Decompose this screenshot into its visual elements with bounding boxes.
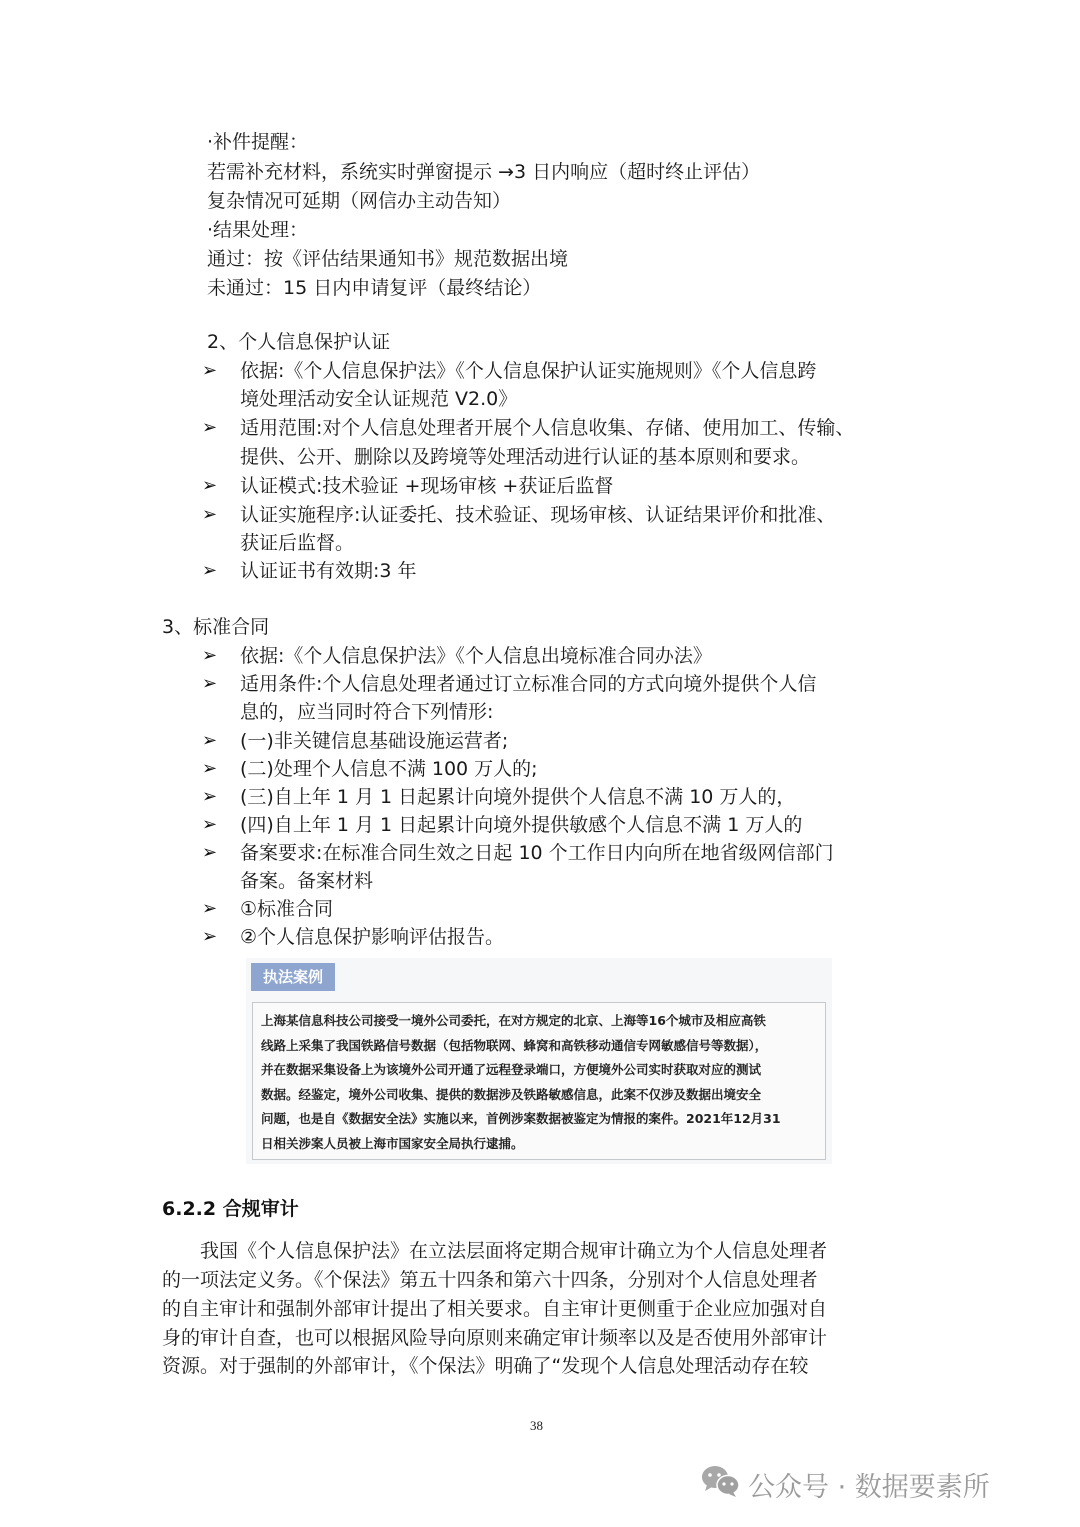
section-heading: 6.2.2 合规审计 [162, 1198, 299, 1220]
arrow-bullet-icon: ➢ [202, 475, 218, 496]
case-box [252, 1002, 826, 1160]
section-2-item: 依据:《个人信息保护法》《个人信息保护认证实施规则》《个人信息跨 [240, 360, 817, 382]
watermark-text: 公众号 · 数据要素所 [748, 1471, 990, 1503]
arrow-bullet-icon: ➢ [202, 786, 218, 807]
section-3-item: ①标准合同 [240, 898, 334, 920]
arrow-bullet-icon: ➢ [202, 730, 218, 751]
watermark [700, 1462, 990, 1506]
result-line: 未通过：15 日内申请复评（最终结论） [207, 277, 542, 299]
arrow-bullet-icon: ➢ [202, 360, 218, 381]
case-line: 数据。经鉴定，境外公司收集、提供的数据涉及铁路敏感信息，此案不仅涉及数据出境安全 [261, 1086, 762, 1102]
section-3-item: ②个人信息保护影响评估报告。 [240, 926, 505, 948]
arrow-bullet-icon: ➢ [202, 645, 218, 666]
section-2-title: 2、个人信息保护认证 [207, 331, 391, 353]
section-3-item-cont: 备案。备案材料 [240, 870, 374, 892]
section-3-item: 适用条件:个人信息处理者通过订立标准合同的方式向境外提供个人信 [240, 673, 817, 695]
section-2-item: 认证模式:技术验证 +现场审核 +获证后监督 [240, 475, 614, 497]
section-2-item: 认证证书有效期:3 年 [240, 560, 417, 582]
result-title: ·结果处理： [207, 219, 309, 241]
section-2-item-cont: 获证后监督。 [240, 532, 355, 554]
arrow-bullet-icon: ➢ [202, 926, 218, 947]
supplement-title: ·补件提醒： [207, 131, 309, 153]
arrow-bullet-icon: ➢ [202, 673, 218, 694]
case-line: 日相关涉案人员被上海市国家安全局执行逮捕。 [261, 1135, 524, 1151]
paragraph-line: 身的审计自查，也可以根据风险导向原则来确定审计频率以及是否使用外部审计 [162, 1327, 828, 1349]
arrow-bullet-icon: ➢ [202, 814, 218, 835]
arrow-bullet-icon: ➢ [202, 898, 218, 919]
arrow-bullet-icon: ➢ [202, 417, 218, 438]
section-2-item: 认证实施程序:认证委托、技术验证、现场审核、认证结果评价和批准、 [240, 504, 836, 526]
supplement-line: 复杂情况可延期（网信办主动告知） [207, 190, 512, 212]
case-line: 上海某信息科技公司接受一境外公司委托，在对方规定的北京、上海等16个城市及相应高铁 [261, 1013, 766, 1028]
paragraph-line: 的一项法定义务。《个保法》第五十四条和第六十四条，分别对个人信息处理者 [162, 1269, 818, 1291]
paragraph-line: 的自主审计和强制外部审计提出了相关要求。自主审计更侧重于企业应加强对自 [162, 1298, 828, 1320]
section-2-item-cont: 境处理活动安全认证规范 V2.0》 [240, 388, 518, 410]
section-3-item: (四)自上年 1 月 1 日起累计向境外提供敏感个人信息不满 1 万人的 [240, 814, 803, 836]
section-3-item: (三)自上年 1 月 1 日起累计向境外提供个人信息不满 10 万人的， [240, 786, 796, 808]
case-tag: 执法案例 [251, 963, 335, 991]
result-line: 通过：按《评估结果通知书》规范数据出境 [207, 248, 569, 270]
section-2-item-cont: 提供、公开、删除以及跨境等处理活动进行认证的基本原则和要求。 [240, 446, 811, 468]
section-3-item-cont: 息的，应当同时符合下列情形: [240, 701, 494, 723]
section-3-title: 3、标准合同 [162, 616, 270, 638]
section-3-item: (一)非关键信息基础设施运营者; [240, 730, 509, 752]
arrow-bullet-icon: ➢ [202, 758, 218, 779]
arrow-bullet-icon: ➢ [202, 842, 218, 863]
paragraph-line: 资源。对于强制的外部审计，《个保法》明确了“发现个人信息处理活动存在较 [162, 1355, 809, 1377]
supplement-line: 若需补充材料，系统实时弹窗提示 →3 日内响应（超时终止评估） [207, 161, 761, 183]
paragraph-line: 我国《个人信息保护法》在立法层面将定期合规审计确立为个人信息处理者 [200, 1240, 828, 1262]
case-line: 并在数据采集设备上为该境外公司开通了远程登录端口，方便境外公司实时获取对应的测试 [261, 1062, 762, 1077]
arrow-bullet-icon: ➢ [202, 560, 218, 581]
case-line: 问题，也是自《数据安全法》实施以来，首例涉案数据被鉴定为情报的案件。2021年12月31 [261, 1111, 781, 1126]
arrow-bullet-icon: ➢ [202, 504, 218, 525]
case-line: 线路上采集了我国铁路信号数据（包括物联网、蜂窝和高铁移动通信专网敏感信号等数据）， [261, 1037, 768, 1053]
section-3-item: 备案要求:在标准合同生效之日起 10 个工作日内向所在地省级网信部门 [240, 842, 834, 864]
section-3-item: (二)处理个人信息不满 100 万人的; [240, 758, 538, 780]
page-number: 38 [530, 1418, 543, 1433]
section-3-item: 依据:《个人信息保护法》《个人信息出境标准合同办法》 [240, 645, 712, 667]
section-2-item: 适用范围:对个人信息处理者开展个人信息收集、存储、使用加工、传输、 [240, 417, 855, 439]
wechat-icon [700, 1463, 742, 1506]
